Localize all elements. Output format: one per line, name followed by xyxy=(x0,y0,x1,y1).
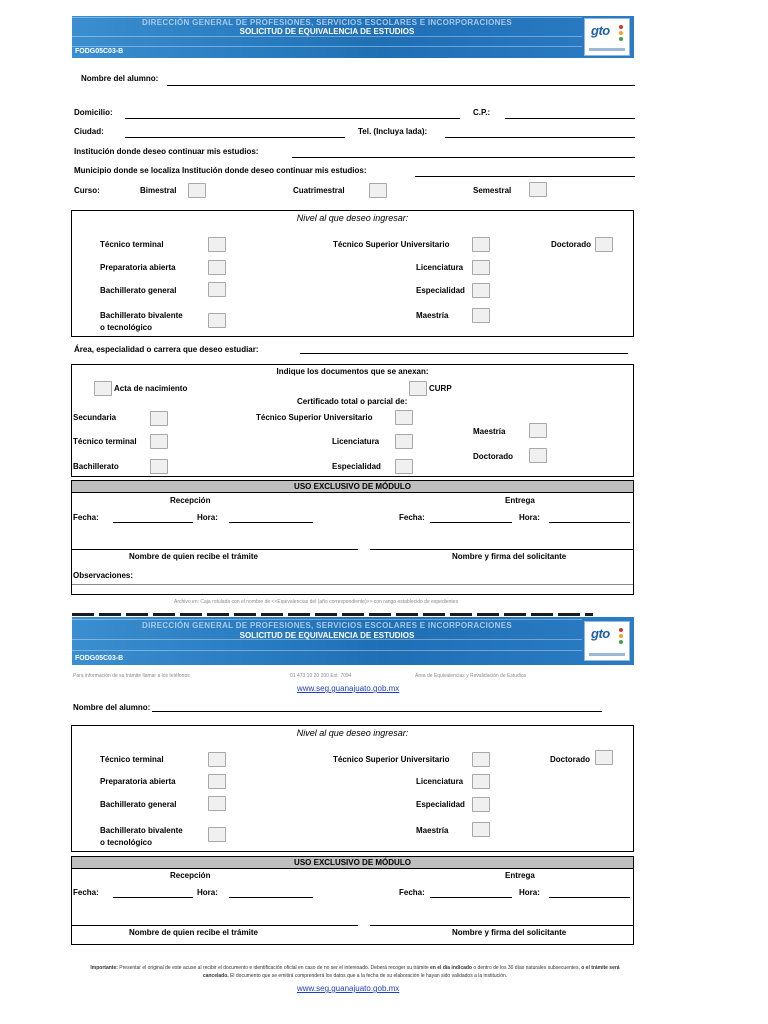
modulo-header xyxy=(72,481,633,493)
observaciones-label: Observaciones: xyxy=(73,571,134,580)
nivel-bach-general-label: Bachillerato general xyxy=(100,286,177,295)
label-area: Área, especialidad o carrera que deseo estudiar: xyxy=(74,345,259,354)
footer-url-link[interactable]: www.seg.guanajuato.gob.mx xyxy=(297,984,400,993)
nivel-tecnico-terminal-checkbox[interactable] xyxy=(208,237,226,252)
stub-nivel-bivalente-label: Bachillerato bivalente xyxy=(100,826,183,835)
domicilio-field[interactable] xyxy=(125,118,460,119)
header-department: DIRECCIÓN GENERAL DE PROFESIONES, SERVICIOS ESCOLARES E INCORPORACIONES xyxy=(142,18,512,27)
nivel-maestria-checkbox[interactable] xyxy=(472,308,490,323)
footer-note xyxy=(78,964,632,980)
docs-bachillerato-label: Bachillerato xyxy=(73,462,119,471)
nivel-bach-general-checkbox[interactable] xyxy=(208,282,226,297)
info-area: Área de Equivalencias y Revalidación de Estudios xyxy=(415,673,527,679)
recepcion-hora-label: Hora: xyxy=(197,513,218,522)
stub-gto-logo: gto xyxy=(584,621,630,661)
nivel-title: Nivel al que deseo ingresar: xyxy=(296,213,409,223)
nivel-tsu-checkbox[interactable] xyxy=(472,237,490,252)
stub-nivel-doctorado-checkbox[interactable] xyxy=(595,750,613,765)
stub-nivel-section xyxy=(71,725,634,852)
stub-nivel-doctorado-label: Doctorado xyxy=(550,755,590,764)
stub-modulo-section xyxy=(71,856,634,945)
stub-firma-label: Nombre y firma del solicitante xyxy=(452,928,567,937)
stub-form-code: FODG05C03-B xyxy=(75,655,124,662)
label-cp: C.P.: xyxy=(473,108,491,117)
archive-note: Archivo en: Caja rotulada con el nombre de <<Equivalencias del (año correspondiente)>> con rango establecido de expedientes xyxy=(174,599,459,605)
nivel-licenciatura-label: Licenciatura xyxy=(416,263,464,272)
entrega-hora-field[interactable] xyxy=(549,522,630,523)
institucion-field[interactable] xyxy=(292,157,635,158)
label-ciudad: Ciudad: xyxy=(74,127,104,136)
stub-nivel-tecnico-terminal-checkbox[interactable] xyxy=(208,752,226,767)
stub-recibe-signature-line[interactable] xyxy=(72,925,358,926)
docs-maestria-checkbox[interactable] xyxy=(529,423,547,438)
nivel-especialidad-label: Especialidad xyxy=(416,286,465,295)
nivel-section xyxy=(71,210,634,337)
entrega-fecha-field[interactable] xyxy=(430,522,512,523)
stub-header-department: DIRECCIÓN GENERAL DE PROFESIONES, SERVICIOS ESCOLARES E INCORPORACIONES xyxy=(142,621,512,630)
header-title: SOLICITUD DE EQUIVALENCIA DE ESTUDIOS xyxy=(239,27,415,36)
docs-acta-label: Acta de nacimiento xyxy=(114,384,188,393)
modulo-section xyxy=(71,480,634,595)
stub-nombre-field[interactable] xyxy=(152,711,602,712)
stub-firma-signature-line[interactable] xyxy=(370,925,633,926)
docs-especialidad-label: Especialidad xyxy=(332,462,381,471)
footer-text3: El documento que se emitirá comprenderá los datos que a la fecha de su elaboración le hayan sido validados a la institución. xyxy=(230,973,508,979)
modulo-entrega-label: Entrega xyxy=(505,496,535,505)
stub-modulo-title: USO EXCLUSIVO DE MÓDULO xyxy=(294,858,411,867)
docs-tsu-checkbox[interactable] xyxy=(395,410,413,425)
docs-licenciatura-checkbox[interactable] xyxy=(395,434,413,449)
firma-label: Nombre y firma del solicitante xyxy=(452,552,567,561)
footer-bold2: o el trámite será cancelado. xyxy=(202,965,620,979)
label-cuatrimestral: Cuatrimestral xyxy=(293,186,345,195)
label-curso: Curso: xyxy=(74,186,100,195)
footer-bold1: en el día indicado xyxy=(430,965,472,971)
stub-nivel-especialidad-checkbox[interactable] xyxy=(472,797,490,812)
stub-nivel-tecnico-terminal-label: Técnico terminal xyxy=(100,755,164,764)
info-phone-number: 01 473 10 20 200 Ext. 7094 xyxy=(290,673,352,679)
docs-licenciatura-label: Licenciatura xyxy=(332,437,380,446)
checkbox-bimestral[interactable] xyxy=(188,183,206,198)
docs-tecnico-label: Técnico terminal xyxy=(73,437,137,446)
nivel-doctorado-label: Doctorado xyxy=(551,240,591,249)
firma-signature-line[interactable] xyxy=(370,549,633,550)
docs-curp-label: CURP xyxy=(429,384,452,393)
footer-text2: o dentro de los 30 días naturales subsecuentes, xyxy=(473,965,580,971)
stub-label-nombre: Nombre del alumno: xyxy=(73,703,151,712)
docs-secundaria-checkbox[interactable] xyxy=(150,411,168,426)
docs-curp-checkbox[interactable] xyxy=(409,381,427,396)
area-field[interactable] xyxy=(300,353,628,354)
stub-nivel-maestria-label: Maestría xyxy=(416,826,449,835)
docs-section xyxy=(71,364,634,477)
stub-modulo-recepcion-label: Recepción xyxy=(170,871,211,880)
stub-recepcion-hora-label: Hora: xyxy=(197,888,218,897)
docs-doctorado-checkbox[interactable] xyxy=(529,448,547,463)
docs-especialidad-checkbox[interactable] xyxy=(395,459,413,474)
stub-nivel-bach-general-checkbox[interactable] xyxy=(208,796,226,811)
label-semestral: Semestral xyxy=(473,186,512,195)
label-institucion: Institución donde deseo continuar mis estudios: xyxy=(74,147,259,156)
checkbox-cuatrimestral[interactable] xyxy=(369,183,387,198)
stub-nivel-bach-general-label: Bachillerato general xyxy=(100,800,177,809)
stub-recepcion-hora-field[interactable] xyxy=(229,897,313,898)
stub-nivel-title: Nivel al que deseo ingresar: xyxy=(296,728,409,738)
nivel-prepa-checkbox[interactable] xyxy=(208,260,226,275)
stub-recepcion-fecha-field[interactable] xyxy=(113,897,193,898)
observaciones-divider xyxy=(72,584,633,585)
stub-modulo-entrega-label: Entrega xyxy=(505,871,535,880)
seg-url-link[interactable]: www.seg.guanajuato.gob.mx xyxy=(297,684,400,693)
nivel-tecnico-terminal-label: Técnico terminal xyxy=(100,240,164,249)
stub-nivel-tsu-label: Técnico Superior Universitario xyxy=(333,755,450,764)
nivel-bivalente-label: Bachillerato bivalente xyxy=(100,311,183,320)
label-bimestral: Bimestral xyxy=(140,186,177,195)
header-banner xyxy=(72,16,634,58)
docs-tecnico-checkbox[interactable] xyxy=(150,434,168,449)
stub-nivel-bivalente-label-2: o tecnológico xyxy=(100,838,152,847)
stub-entrega-hora-label: Hora: xyxy=(519,888,540,897)
recepcion-fecha-field[interactable] xyxy=(113,522,193,523)
checkbox-semestral[interactable] xyxy=(529,182,547,197)
label-domicilio: Domicilio: xyxy=(74,108,113,117)
label-nombre: Nombre del alumno: xyxy=(81,74,159,83)
stub-nivel-maestria-checkbox[interactable] xyxy=(472,822,490,837)
stub-nivel-especialidad-label: Especialidad xyxy=(416,800,465,809)
stub-nivel-prepa-label: Preparatoria abierta xyxy=(100,777,176,786)
recepcion-fecha-label: Fecha: xyxy=(73,513,99,522)
stub-entrega-hora-field[interactable] xyxy=(549,897,630,898)
entrega-hora-label: Hora: xyxy=(519,513,540,522)
stub-entrega-fecha-label: Fecha: xyxy=(399,888,425,897)
docs-cert-label: Certificado total o parcial de: xyxy=(297,397,408,406)
stub-nivel-prepa-checkbox[interactable] xyxy=(208,774,226,789)
nivel-prepa-label: Preparatoria abierta xyxy=(100,263,176,272)
cp-field[interactable] xyxy=(505,118,635,119)
info-phones-label: Para información de su trámite llamar a los teléfonos xyxy=(73,673,190,679)
nivel-especialidad-checkbox[interactable] xyxy=(472,283,490,298)
label-municipio: Municipio donde se localiza Institución donde deseo continuar mis estudios: xyxy=(74,166,367,175)
form-code: FODG05C03-B xyxy=(75,48,124,55)
gto-logo: gto xyxy=(584,18,630,56)
entrega-fecha-label: Fecha: xyxy=(399,513,425,522)
nivel-maestria-label: Maestría xyxy=(416,311,449,320)
docs-doctorado-label: Doctorado xyxy=(473,452,513,461)
stub-recibe-label: Nombre de quien recibe el trámite xyxy=(129,928,258,937)
recepcion-hora-field[interactable] xyxy=(229,522,313,523)
nivel-doctorado-checkbox[interactable] xyxy=(595,237,613,252)
recibe-signature-line[interactable] xyxy=(72,549,358,550)
stub-header-banner xyxy=(72,617,634,665)
footer-text1: Presentar el original de este acuse al recibir el documento e identificación oficial en caso de no ser el interesado. Deberá recoger su trámite xyxy=(119,965,429,971)
stub-entrega-fecha-field[interactable] xyxy=(430,897,512,898)
nivel-tsu-label: Técnico Superior Universitario xyxy=(333,240,450,249)
ciudad-field[interactable] xyxy=(125,137,345,138)
docs-tsu-label: Técnico Superior Universitario xyxy=(256,413,373,422)
docs-bachillerato-checkbox[interactable] xyxy=(150,459,168,474)
docs-title: Indique los documentos que se anexan: xyxy=(276,367,429,376)
nivel-bivalente-checkbox[interactable] xyxy=(208,313,226,328)
recibe-label: Nombre de quien recibe el trámite xyxy=(129,552,258,561)
docs-maestria-label: Maestría xyxy=(473,427,506,436)
docs-secundaria-label: Secundaria xyxy=(73,413,117,422)
stub-header-title: SOLICITUD DE EQUIVALENCIA DE ESTUDIOS xyxy=(239,631,415,640)
nombre-field[interactable] xyxy=(167,85,635,86)
stub-nivel-bivalente-checkbox[interactable] xyxy=(208,827,226,842)
stub-nivel-licenciatura-label: Licenciatura xyxy=(416,777,464,786)
modulo-title: USO EXCLUSIVO DE MÓDULO xyxy=(294,482,411,491)
municipio-field[interactable] xyxy=(415,176,635,177)
stub-recepcion-fecha-label: Fecha: xyxy=(73,888,99,897)
stub-nivel-tsu-checkbox[interactable] xyxy=(472,752,490,767)
stub-modulo-header xyxy=(72,857,633,869)
label-tel: Tel. (Incluya lada): xyxy=(358,127,428,136)
modulo-recepcion-label: Recepción xyxy=(170,496,211,505)
docs-acta-checkbox[interactable] xyxy=(94,381,112,396)
stub-nivel-licenciatura-checkbox[interactable] xyxy=(472,774,490,789)
nivel-bivalente-label-2: o tecnológico xyxy=(100,323,152,332)
tel-field[interactable] xyxy=(445,137,635,138)
footer-importante: Importante: xyxy=(90,965,118,971)
nivel-licenciatura-checkbox[interactable] xyxy=(472,260,490,275)
